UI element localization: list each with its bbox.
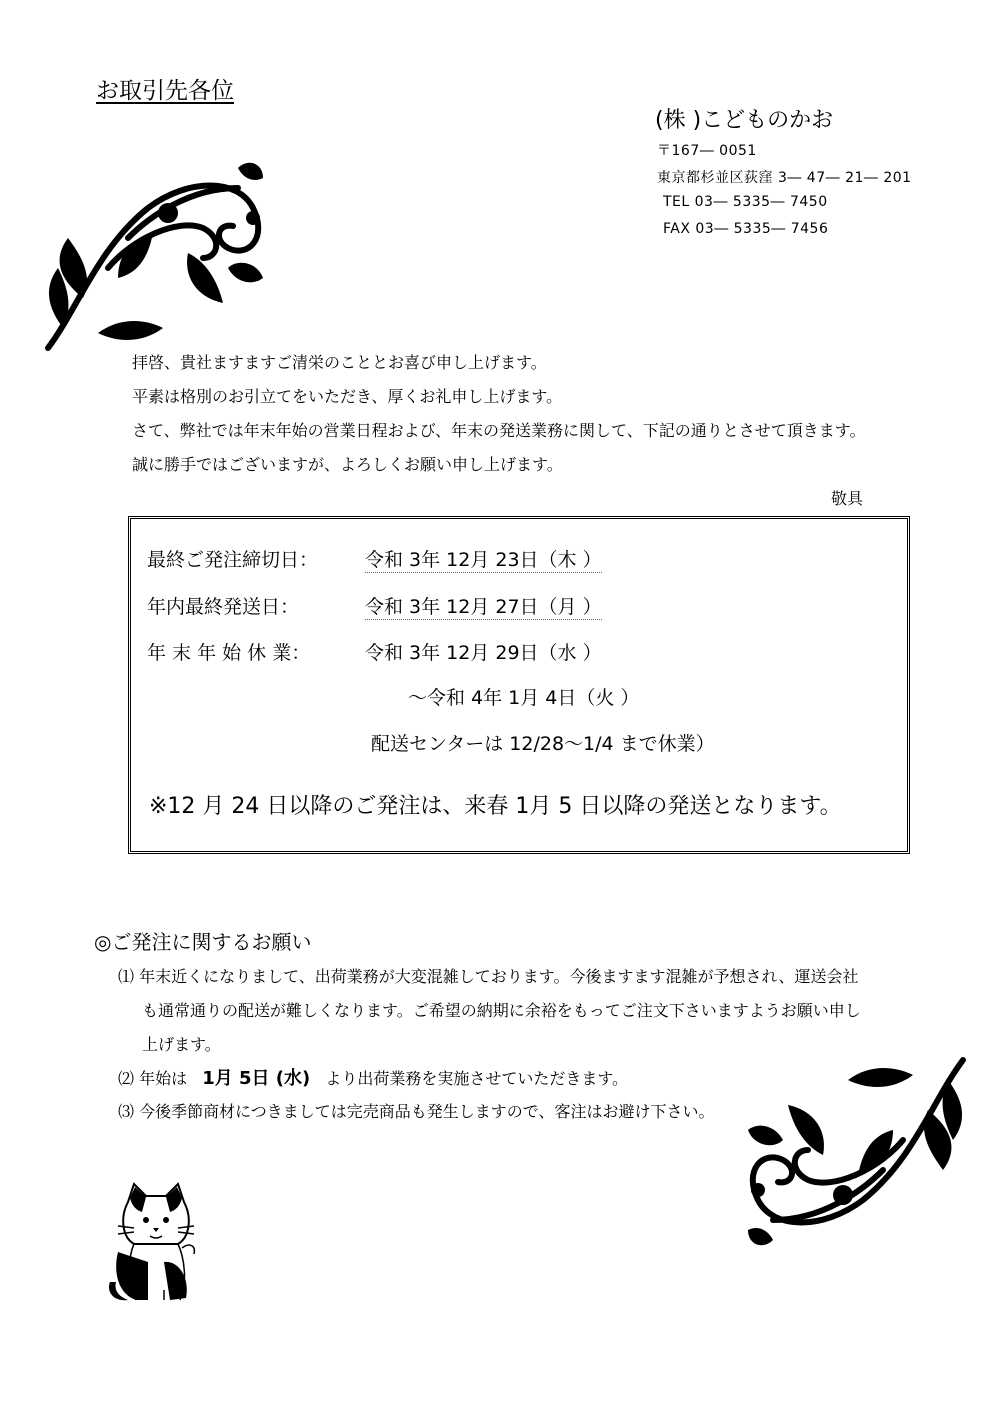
last-shipping-value: 令和 3年 12月 27日（月 ）	[365, 596, 602, 618]
greeting-line: 平素は格別のお引立てをいただき、厚くお礼申し上げます。	[132, 387, 563, 406]
recipient-heading: お取引先各位	[96, 78, 234, 104]
holiday-label: 年 末 年 始 休 業：	[147, 642, 311, 664]
greeting-line: 誠に勝手ではございますが、よろしくお願い申し上げます。	[132, 455, 563, 474]
order-deadline-row	[147, 545, 602, 572]
company-address: 東京都杉並区荻窪 3― 47― 21― 201	[657, 170, 912, 186]
company-tel: TEL 03― 5335― 7450	[663, 194, 828, 210]
top-left-flourish-ornament	[38, 158, 288, 358]
schedule-notice-box	[128, 516, 910, 854]
delivery-center-note: 配送センターは 12/28～1/4 まで休業）	[371, 733, 715, 755]
closing-keigu: 敬具	[831, 489, 864, 508]
request-item-1-continued: 上げます。	[142, 1035, 221, 1054]
important-order-note: ※12 月 24 日以降のご発注は、来春 1月 5 日以降の発送となります。	[149, 794, 842, 819]
restart-date: 1月 5日 (水)	[202, 1068, 311, 1089]
order-deadline-label: 最終ご発注締切日：	[147, 549, 319, 571]
holiday-end-value: ～令和 4年 1月 4日（火 ）	[408, 687, 640, 709]
greeting-line: 拝啓、貴社ますますご清栄のこととお喜び申し上げます。	[132, 353, 547, 372]
request-item-2	[118, 1064, 628, 1090]
greeting-line: さて、弊社では年末年始の営業日程および、年末の発送業務に関して、下記の通りとさせて頂きます。	[132, 421, 866, 440]
requests-section-title: ◎ご発注に関するお願い	[94, 930, 312, 954]
holiday-row	[147, 638, 602, 665]
request-item-2-suffix: より出荷業務を実施させていただきます。	[325, 1069, 629, 1088]
bottom-right-flourish-ornament	[728, 1050, 973, 1250]
postal-code: 〒167― 0051	[657, 143, 757, 159]
last-shipping-row	[147, 592, 602, 619]
request-item-3: ⑶ 今後季節商材につきましては完売商品も発生しますので、客注はお避け下さい。	[118, 1102, 715, 1121]
company-fax: FAX 03― 5335― 7456	[663, 221, 829, 237]
request-item-2-prefix: ⑵ 年始は	[118, 1069, 188, 1088]
company-name: (株 )こどものかお	[655, 108, 834, 133]
request-item-1: ⑴ 年末近くになりまして、出荷業務が大変混雑しております。今後ますます混雑が予想され、運送会社	[118, 967, 859, 986]
holiday-start-value: 令和 3年 12月 29日（水 ）	[365, 642, 602, 664]
order-deadline-value: 令和 3年 12月 23日（木 ）	[365, 549, 602, 571]
request-item-1-continued: も通常通りの配送が難しくなります。ご希望の納期に余裕をもってご注文下さいますようお願い申し	[142, 1001, 861, 1020]
last-shipping-label: 年内最終発送日：	[147, 596, 300, 618]
cat-illustration	[108, 1182, 203, 1304]
